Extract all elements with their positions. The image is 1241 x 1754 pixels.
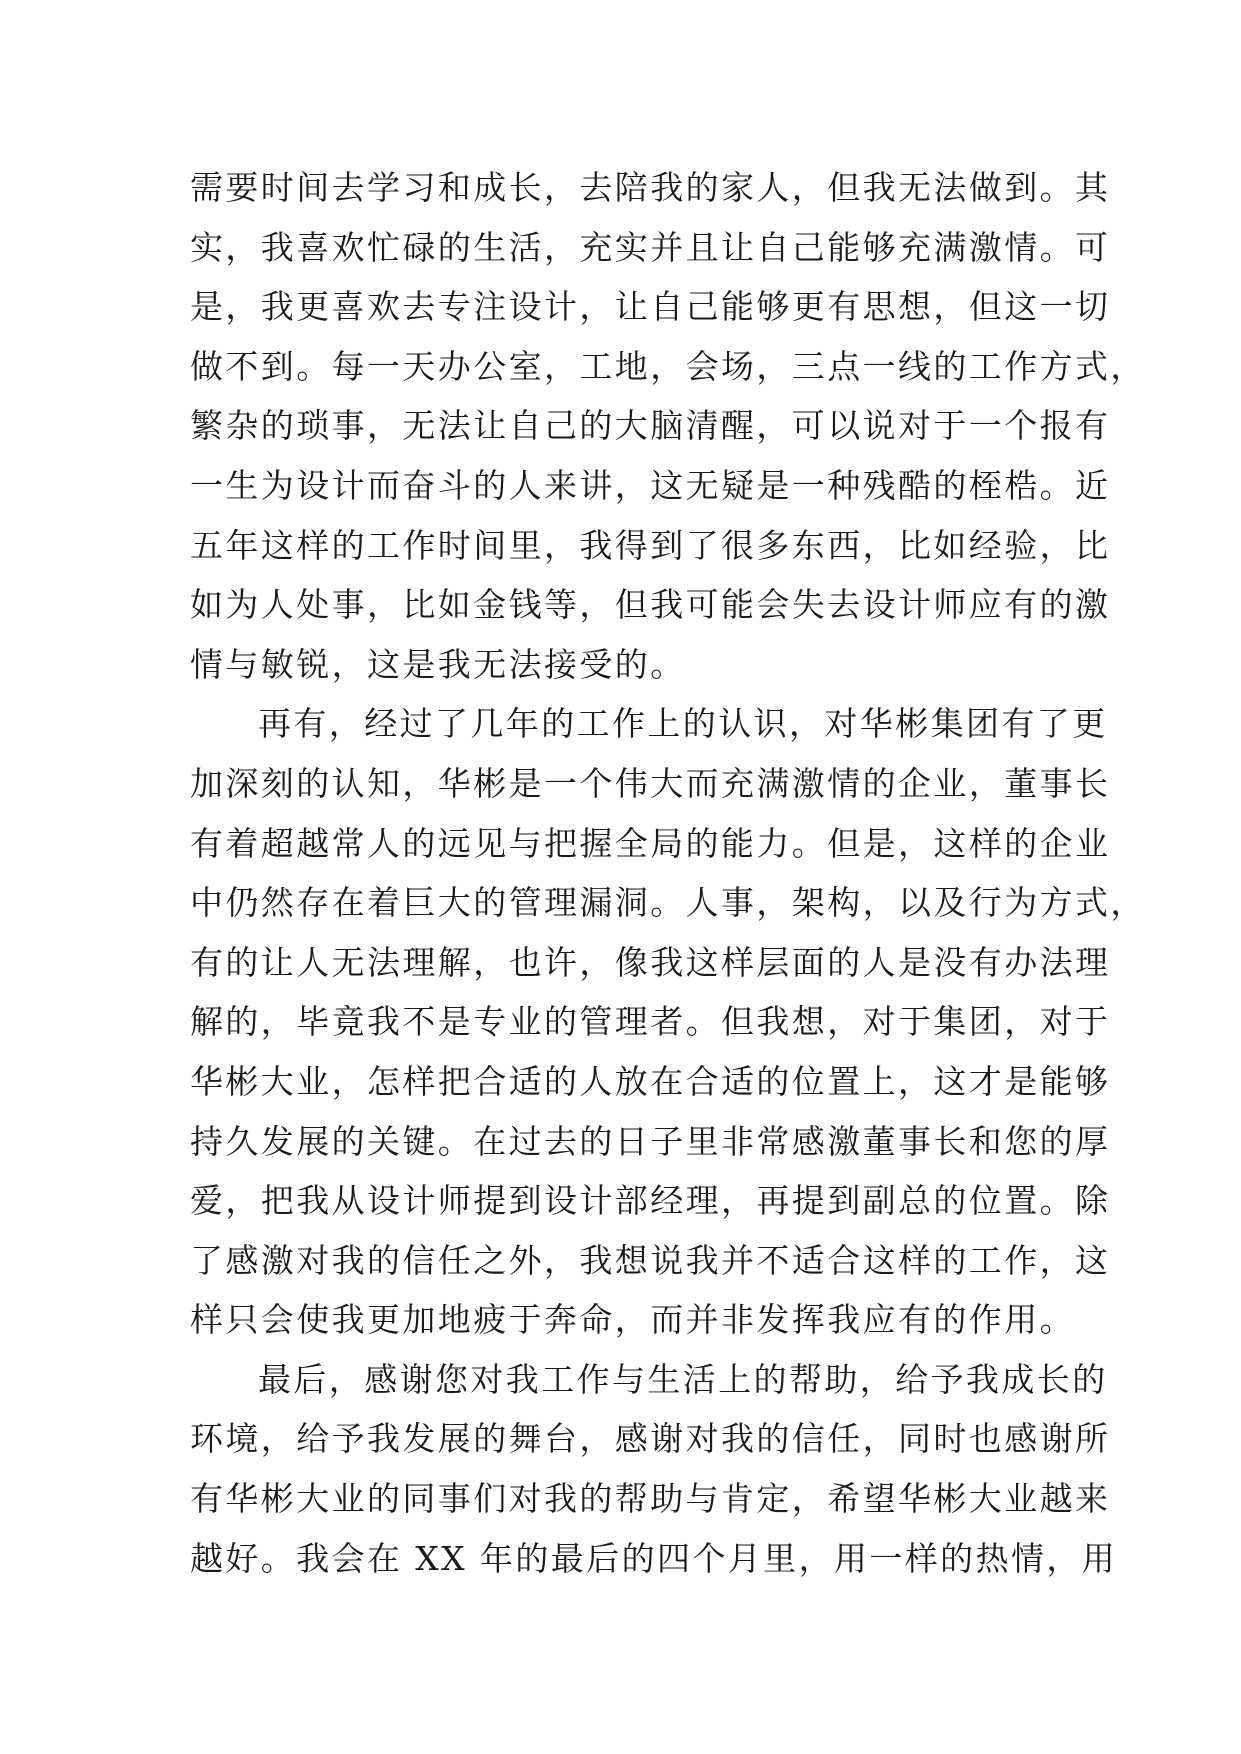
text-line: 繁杂的琐事，无法让自己的大脑清醒，可以说对于一个报有 [190, 406, 1111, 446]
text-line: 持久发展的关键。在过去的日子里非常感激董事长和您的厚 [190, 1121, 1111, 1161]
text-line: 最后，感谢您对我工作与生活上的帮助，给予我成长的 [258, 1359, 1108, 1399]
text-line: 五年这样的工作时间里，我得到了很多东西，比如经验，比 [190, 525, 1111, 565]
text-line: 加深刻的认知，华彬是一个伟大而充满激情的企业，董事长 [190, 763, 1111, 803]
text-line: 需要时间去学习和成长，去陪我的家人，但我无法做到。其 [190, 168, 1111, 207]
text-line: 环境，给予我发展的舞台，感谢对我的信任，同时也感谢所 [190, 1419, 1111, 1459]
document-body [190, 158, 1146, 1588]
text-line: 样只会使我更加地疲于奔命，而并非发挥我应有的作用。 [190, 1300, 1075, 1340]
text-line: 了感激对我的信任之外，我想说我并不适合这样的工作，这 [190, 1240, 1111, 1280]
text-line: 解的，毕竟我不是专业的管理者。但我想，对于集团，对于 [190, 1002, 1111, 1042]
text-line: 如为人处事，比如金钱等，但我可能会失去设计师应有的激 [190, 585, 1111, 625]
text-line: 有的让人无法理解，也许，像我这样层面的人是没有办法理 [190, 942, 1111, 982]
text-line: 再有，经过了几年的工作上的认识，对华彬集团有了更 [258, 704, 1108, 744]
text-line: 爱，把我从设计师提到设计部经理，再提到副总的位置。除 [190, 1181, 1111, 1221]
text-line: 一生为设计而奋斗的人来讲，这无疑是一种残酷的桎梏。近 [190, 465, 1111, 505]
text-line: 情与敏锐，这是我无法接受的。 [190, 644, 686, 684]
text-line: 华彬大业，怎样把合适的人放在合适的位置上，这才是能够 [190, 1061, 1111, 1101]
text-line: 有华彬大业的同事们对我的帮助与肯定，希望华彬大业越来 [190, 1479, 1111, 1519]
text-line: 是，我更喜欢去专注设计，让自己能够更有思想，但这一切 [190, 287, 1111, 327]
text-line: 中仍然存在着巨大的管理漏洞。人事，架构，以及行为方式， [190, 883, 1146, 923]
text-line: 有着超越常人的远见与把握全局的能力。但是，这样的企业 [190, 823, 1111, 863]
text-line: 越好。我会在 XX 年的最后的四个月里，用一样的热情，用 [190, 1538, 1118, 1578]
text-line: 实，我喜欢忙碌的生活，充实并且让自己能够充满激情。可 [190, 227, 1111, 267]
text-line: 做不到。每一天办公室，工地，会场，三点一线的工作方式， [190, 346, 1146, 386]
